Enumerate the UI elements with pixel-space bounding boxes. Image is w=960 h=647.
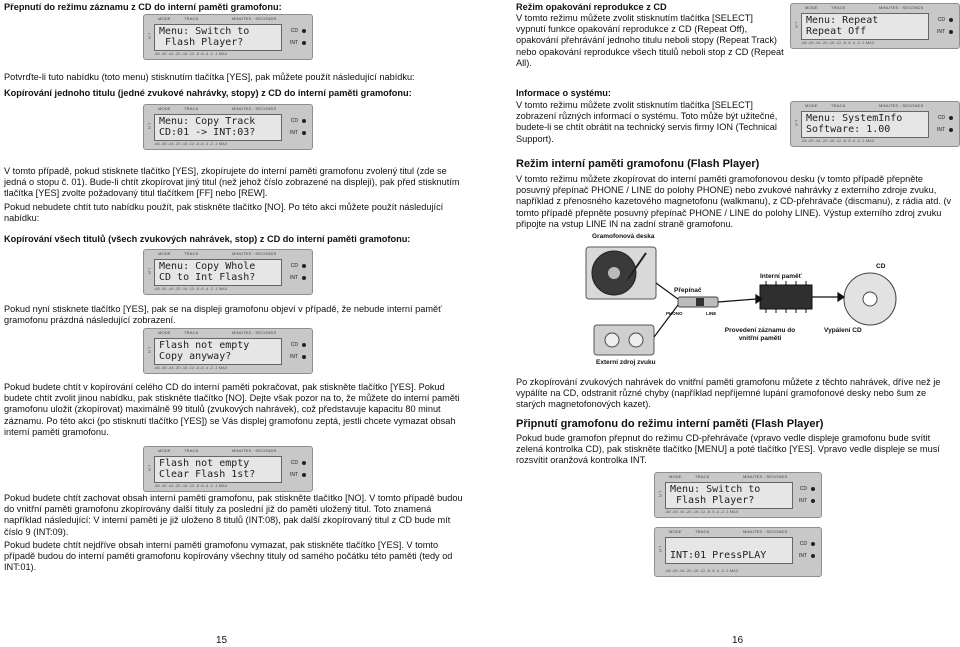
lcd-channel-label: L R	[146, 347, 152, 354]
label-line: LINE	[706, 311, 717, 316]
lcd-channel-label: L R	[793, 22, 799, 29]
lcd-mode-label: MODE	[805, 103, 818, 108]
level-meter-scale: -65 -60 -44 -20 -16 -12 -8 -6 -4 -2 -1 MAX	[154, 365, 228, 371]
int-indicator-icon	[302, 131, 306, 135]
level-meter-scale: -65 -60 -44 -20 -16 -12 -8 -6 -4 -2 -1 MAX	[154, 51, 228, 57]
lcd-channel-label: L R	[146, 123, 152, 130]
lcd-line-1: Flash not empty	[159, 458, 250, 469]
lcd-channel-label: L R	[657, 491, 663, 498]
int-indicator-icon	[949, 30, 953, 34]
heading-repeat: Režim opakování reprodukce z CD	[516, 2, 667, 12]
lcd-line-1: Menu: Repeat	[806, 15, 879, 26]
lcd-line-1: Menu: Switch to	[159, 26, 250, 37]
lcd-line-1: Menu: Copy Track	[159, 116, 256, 127]
int-indicator-label: INT	[289, 40, 298, 46]
heading-switch-flash: Přepnutí do režimu záznamu z CD do interní paměti gramofonu:	[4, 2, 282, 12]
lcd-time-label: MINUTES : SECONDS	[232, 251, 277, 256]
lcd-display-repeat	[790, 3, 960, 49]
cd-indicator-icon	[302, 119, 306, 123]
cd-indicator-label: CD	[290, 263, 298, 269]
paragraph-clear-flash: Pokud budete chtít nejdříve obsah interní paměti gramofonu vymazat, pak stiskněte tlačítko [YES]. V tomto případě budou do interní paměti gramofonu kopírovány všechny tituly od samého počátku této paměti (tedy od INT:01).	[4, 540, 453, 573]
lcd-mode-label: MODE	[669, 474, 682, 479]
heading-system-info: Informace o systému:	[516, 88, 611, 98]
lcd-display-copy-anyway	[143, 328, 313, 374]
int-indicator-icon	[811, 554, 815, 558]
heading-switch-flash-mode: Připnutí gramofonu do režimu interní paměti (Flash Player)	[516, 418, 824, 430]
paragraph-copy-track: V tomto případě, pokud stisknete tlačítko [YES], zkopírujete do interní paměti gramofonu zvolený titul (zde se jedná o stopu č. 01). Bude-li chtít zkopírovat jiný titul (než jehož číslo zobrazené na displeji), pak před stisknutím tlačítka [YES] zvolte požadovaný titul tlačítkem [FF] nebo [REW].	[4, 166, 460, 199]
lcd-mode-label: MODE	[805, 5, 818, 10]
level-meter-scale: -65 -60 -44 -20 -16 -12 -8 -6 -4 -2 -1 MAX	[154, 483, 228, 489]
label-cd: CD	[876, 263, 886, 270]
lcd-line-2: Clear Flash 1st?	[159, 469, 256, 480]
cd-indicator-icon	[302, 343, 306, 347]
level-meter-scale: -65 -60 -44 -20 -16 -12 -8 -6 -4 -2 -1 MAX	[801, 40, 875, 46]
level-meter-scale: -65 -60 -44 -20 -16 -12 -8 -6 -4 -2 -1 MAX	[665, 568, 739, 574]
paragraph-continue-copy: Pokud budete chtít v kopírování celého CD do interní paměti pokračovat, pak stiskněte tlačítko [YES]. Pokud budete chtít zvolit jinou nabídku, pak stiskněte tlačítko [NO]. Dejte však pozor na to, že můžete do interní paměti gramofonu uložit (zkopírovat) maximálně 99 titulů (zvukových nahrávek), což představuje kapacitu 80 minut záznamu. Po této akci (po stisknutí tlačítko [YES]) se Vás displej gramofonu zeptá, jestli chcete vymazat obsah interní paměti gramofonu.	[4, 382, 460, 437]
int-indicator-label: INT	[798, 553, 807, 559]
page-number: 16	[732, 634, 744, 646]
lcd-track-label: TRACK	[695, 529, 710, 534]
paragraph-repeat: V tomto režimu můžete zvolit stisknutím tlačítka [SELECT] vypnutí funkce opakování reprodukce z CD (Repeat Off), opakování přehrávání jednoho titulu neboli stopy (Repeat Track) nebo opakování reprodukce všech titulů neboli stop z CD (Repeat All).	[516, 13, 784, 68]
lcd-channel-label: L R	[146, 465, 152, 472]
paragraph-system-info: V tomto režimu můžete zvolit stisknutím tlačítka [SELECT] zobrazení různých informací o systému. Toto může být užitečné, budete-li se chtít obrátit na technický servis firmy ION (Technical Support).	[516, 100, 778, 144]
lcd-channel-label: L R	[146, 268, 152, 275]
lcd-track-label: TRACK	[184, 106, 199, 111]
lcd-track-label: TRACK	[184, 330, 199, 335]
label-recording: Provedení záznamu do vnitřní paměti	[724, 327, 796, 342]
switch-icon	[678, 297, 718, 307]
cd-indicator-icon	[302, 264, 306, 268]
cd-indicator-label: CD	[937, 115, 945, 121]
lcd-screen	[154, 24, 282, 51]
lcd-track-label: TRACK	[695, 474, 710, 479]
paragraph-confirm-menu: Potvrďte-li tuto nabídku (toto menu) stisknutím tlačítka [YES], pak můžete použít následující nabídku:	[4, 72, 415, 82]
level-meter-scale: -65 -60 -44 -20 -16 -12 -8 -6 -4 -2 -1 MAX	[154, 286, 228, 292]
lcd-display-system-info	[790, 101, 960, 147]
cd-indicator-icon	[302, 29, 306, 33]
lcd-screen	[154, 114, 282, 141]
lcd-track-label: TRACK	[831, 5, 846, 10]
cd-indicator-label: CD	[290, 460, 298, 466]
lcd-line-2: INT:01 PressPLAY	[670, 550, 767, 561]
lcd-display-clear-flash	[143, 446, 313, 492]
lcd-display-switch-flash-right	[654, 472, 822, 518]
left-page	[0, 0, 474, 647]
cd-indicator-label: CD	[799, 486, 807, 492]
lcd-screen	[154, 338, 282, 365]
lcd-display-copy-whole	[143, 249, 313, 295]
lcd-line-2: CD:01 -> INT:03?	[159, 127, 256, 138]
int-indicator-label: INT	[289, 275, 298, 281]
int-indicator-icon	[302, 473, 306, 477]
label-external-source: Externí zdroj zvuku	[596, 359, 656, 366]
int-indicator-label: INT	[798, 498, 807, 504]
lcd-time-label: MINUTES : SECONDS	[232, 330, 277, 335]
label-internal-memory: Interní paměť	[760, 273, 802, 280]
memory-chip-icon	[760, 281, 812, 313]
lcd-channel-label: L R	[146, 33, 152, 40]
lcd-line-1: Menu: SystemInfo	[806, 113, 903, 124]
int-indicator-label: INT	[289, 354, 298, 360]
diagram-svg	[580, 233, 910, 373]
lcd-display-press-play	[654, 527, 822, 577]
lcd-track-label: TRACK	[184, 251, 199, 256]
lcd-line-2: Software: 1.00	[806, 124, 891, 135]
heading-copy-track: Kopírování jednoho titulu (jedné zvukové nahrávky, stopy) z CD do interní paměti gramofonu:	[4, 88, 412, 98]
paragraph-flash-player-mode: V tomto režimu můžete zkopírovat do interní paměti gramofonovou desku (v tomto případě přepněte posuvný přepínač PHONE / LINE do polohy PHONE) nebo zvukové nahrávky z externího zdroje zvuku, například z přenosného kazetového magnetofonu (walkmanu), z CD-přehrávače (discmanu), z rádia atd. (v tomto případě přepněte posuvný přepínač PHONE / LINE do polohy LINE). Výstup externího zdroj zvuku připojte na vstup LINE IN na zadní straně gramofonu.	[516, 174, 952, 229]
turntable-icon	[586, 247, 656, 299]
lcd-line-2: Flash Player?	[670, 495, 755, 506]
cd-indicator-label: CD	[290, 28, 298, 34]
lcd-mode-label: MODE	[158, 330, 171, 335]
int-indicator-label: INT	[936, 127, 945, 133]
int-indicator-icon	[302, 276, 306, 280]
lcd-line-1: Flash not empty	[159, 340, 250, 351]
lcd-mode-label: MODE	[158, 251, 171, 256]
cd-indicator-label: CD	[290, 342, 298, 348]
label-burn-cd: Vypálení CD	[824, 327, 862, 334]
level-meter-scale: -65 -60 -44 -20 -16 -12 -8 -6 -4 -2 -1 MAX	[665, 509, 739, 515]
level-meter-scale: -65 -60 -44 -20 -16 -12 -8 -6 -4 -2 -1 MAX	[154, 141, 228, 147]
lcd-line-2: Flash Player?	[159, 37, 244, 48]
lcd-mode-label: MODE	[158, 106, 171, 111]
lcd-screen	[154, 259, 282, 286]
lcd-channel-label: L R	[793, 120, 799, 127]
cd-indicator-icon	[811, 487, 815, 491]
lcd-line-1: Menu: Copy Whole	[159, 261, 256, 272]
cd-indicator-label: CD	[290, 118, 298, 124]
int-indicator-icon	[302, 41, 306, 45]
lcd-time-label: MINUTES : SECONDS	[232, 448, 277, 453]
label-switch: Přepínač	[674, 287, 702, 294]
lcd-screen	[665, 482, 793, 509]
int-indicator-icon	[302, 355, 306, 359]
lcd-line-2: Repeat Off	[806, 26, 867, 37]
lcd-display-switch-flash	[143, 14, 313, 60]
cd-indicator-label: CD	[937, 17, 945, 23]
cd-indicator-icon	[949, 116, 953, 120]
lcd-channel-label: L R	[657, 546, 663, 553]
cd-indicator-label: CD	[799, 541, 807, 547]
lcd-screen	[665, 537, 793, 564]
heading-flash-player-mode: Režim interní paměti gramofonu (Flash Player)	[516, 158, 760, 170]
paragraph-flash-not-empty: Pokud nyní stisknete tlačítko [YES], pak se na displeji gramofonu objeví v případě, že nebude interní paměť gramofonu prázdná následující zobrazení.	[4, 304, 442, 326]
cd-icon	[844, 273, 896, 325]
flash-player-diagram	[580, 233, 910, 373]
int-indicator-label: INT	[289, 130, 298, 136]
lcd-track-label: TRACK	[831, 103, 846, 108]
paragraph-after-copy: Po zkopírování zvukových nahrávek do vnitřní paměti gramofonu můžete z těchto nahrávek, dříve než je vypálíte na CD, odstranit různé chyby (například nepříjemné lupání gramofonové desky nebo šum ze starých magnetofonových kazet).	[516, 377, 941, 410]
lcd-track-label: TRACK	[184, 448, 199, 453]
lcd-screen	[154, 456, 282, 483]
lcd-screen	[801, 13, 929, 40]
paragraph-no-option: Pokud nebudete chtít tuto nabídku použít, pak stiskněte tlačítko [NO]. Po této akci můžete použít následující nabídku:	[4, 202, 444, 224]
label-phono: PHONO	[666, 311, 683, 316]
lcd-screen	[801, 111, 929, 138]
lcd-track-label: TRACK	[184, 16, 199, 21]
int-indicator-label: INT	[936, 29, 945, 35]
label-turntable: Gramofonová deska	[592, 233, 655, 240]
lcd-line-2: CD to Int Flash?	[159, 272, 256, 283]
level-meter-scale: -65 -60 -44 -20 -16 -12 -8 -6 -4 -2 -1 MAX	[801, 138, 875, 144]
lcd-time-label: MINUTES : SECONDS	[232, 106, 277, 111]
external-source-icon	[594, 325, 654, 355]
lcd-line-2: Copy anyway?	[159, 351, 232, 362]
lcd-time-label: MINUTES : SECONDS	[879, 103, 924, 108]
paragraph-switch-flash-mode: Pokud bude gramofon přepnut do režimu CD-přehrávače (vpravo vedle displeje gramofonu bude svítit zelená kontrolka CD), pak stiskněte tlačítko [MENU] a poté tlačítko [YES]. Vpravo vedle displeje se musí rozsvítit oranžová kontrolka INT.	[516, 433, 940, 466]
lcd-time-label: MINUTES : SECONDS	[879, 5, 924, 10]
paragraph-keep-flash: Pokud budete chtít zachovat obsah interní paměti gramofonu, pak stiskněte tlačítko [NO]. V tomto případě budou do vnitřní paměti gramofonu zkopírovány další tituly za poslední již do paměti uložený titul. Toto znamená například následující: V interní paměti je již uloženo 8 titulů (INT:08), pak další zkopírovaný titul z CD bude mít číslo 9 (INT:09).	[4, 493, 463, 537]
page-number: 15	[216, 634, 228, 646]
lcd-mode-label: MODE	[669, 529, 682, 534]
int-indicator-icon	[949, 128, 953, 132]
heading-copy-all: Kopírování všech titulů (všech zvukových nahrávek, stop) z CD do interní paměti gramofonu:	[4, 234, 411, 244]
lcd-time-label: MINUTES : SECONDS	[743, 529, 788, 534]
lcd-mode-label: MODE	[158, 16, 171, 21]
cd-indicator-icon	[949, 18, 953, 22]
int-indicator-label: INT	[289, 472, 298, 478]
cd-indicator-icon	[302, 461, 306, 465]
cd-indicator-icon	[811, 542, 815, 546]
lcd-display-copy-track	[143, 104, 313, 150]
lcd-mode-label: MODE	[158, 448, 171, 453]
lcd-line-1: Menu: Switch to	[670, 484, 761, 495]
lcd-time-label: MINUTES : SECONDS	[232, 16, 277, 21]
lcd-time-label: MINUTES : SECONDS	[743, 474, 788, 479]
int-indicator-icon	[811, 499, 815, 503]
